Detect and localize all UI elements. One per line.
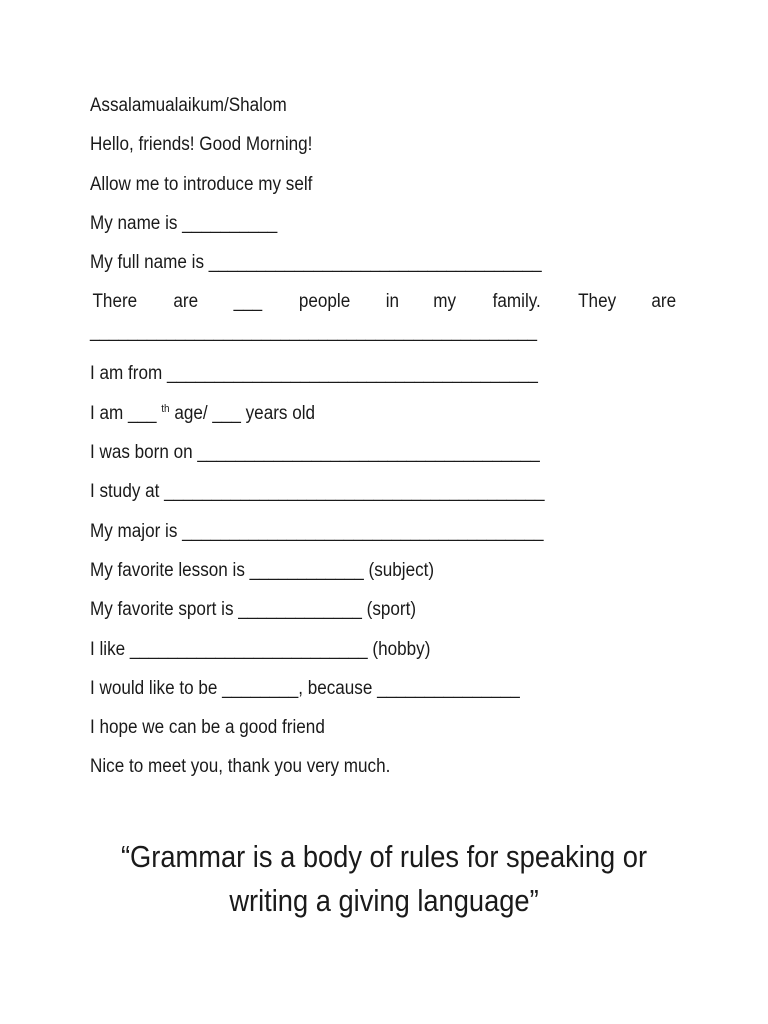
family-word: family. <box>492 291 541 313</box>
family-word: my <box>433 291 457 313</box>
born-line: I was born on ____________________________________ <box>90 442 540 464</box>
favorite-sport-line: My favorite sport is _____________ (sport) <box>90 599 417 621</box>
age-prefix: I am ___ <box>90 402 157 424</box>
family-word: There <box>92 291 138 313</box>
self-introduction-form <box>90 94 678 795</box>
age-suffix: age/ ___ years old <box>169 402 316 424</box>
family-word: are <box>651 291 677 313</box>
introduce-line: Allow me to introduce my self <box>90 173 313 195</box>
family-word: They <box>578 291 617 313</box>
name-line: My name is __________ <box>90 212 278 234</box>
family-blank: ___ <box>233 291 262 313</box>
family-word: are <box>173 291 199 313</box>
major-line: My major is ______________________________________ <box>90 520 544 542</box>
hello-line: Hello, friends! Good Morning! <box>90 134 313 156</box>
from-line: I am from _______________________________________ <box>90 363 538 385</box>
career-line: I would like to be ________, because _______________ <box>90 677 520 699</box>
hobby-line: I like _________________________ (hobby) <box>90 638 431 660</box>
quote-line-1: “Grammar is a body of rules for speaking or <box>120 839 648 874</box>
family-continuation-line: _______________________________________________ <box>90 321 537 343</box>
closing-line: Nice to meet you, thank you very much. <box>90 756 391 778</box>
family-word: in <box>385 291 400 313</box>
family-word: people <box>298 291 351 313</box>
full-name-line: My full name is ___________________________________ <box>90 252 542 274</box>
age-ordinal: th <box>161 402 170 415</box>
favorite-lesson-line: My favorite lesson is ____________ (subject) <box>90 559 435 581</box>
age-line <box>90 402 619 426</box>
hope-line: I hope we can be a good friend <box>90 717 325 739</box>
quote-line-2: writing a giving language” <box>229 883 539 918</box>
study-line: I study at ________________________________________ <box>90 481 545 503</box>
grammar-quote <box>40 835 728 923</box>
greeting-line: Assalamualaikum/Shalom <box>90 95 287 116</box>
family-line <box>90 290 678 314</box>
